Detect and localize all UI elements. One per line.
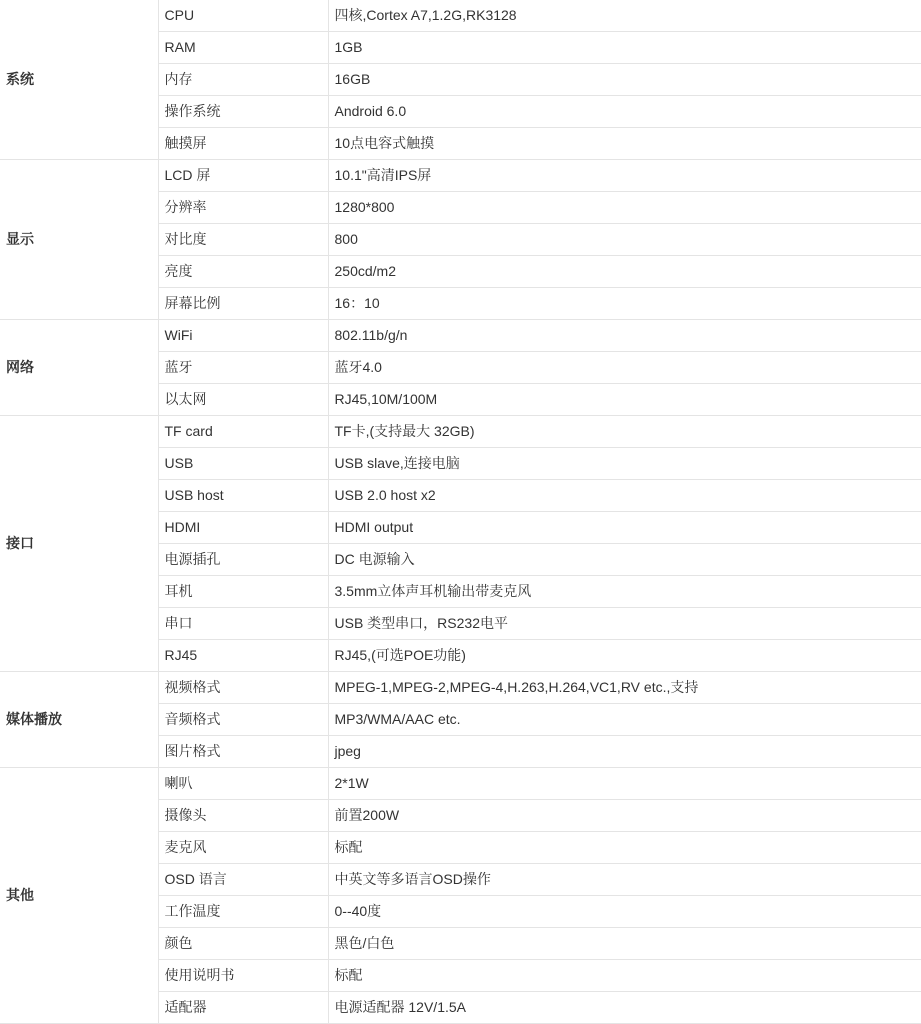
spec-item-label: RAM: [158, 32, 328, 64]
table-row: [0, 416, 921, 448]
spec-item-label: 视频格式: [158, 672, 328, 704]
spec-item-value: jpeg: [328, 736, 921, 768]
spec-item-label: 颜色: [158, 928, 328, 960]
spec-item-value: 四核,Cortex A7,1.2G,RK3128: [328, 0, 921, 32]
spec-item-value: 电源适配器 12V/1.5A: [328, 992, 921, 1024]
spec-item-value: RJ45,(可选POE功能): [328, 640, 921, 672]
spec-item-value: MPEG-1,MPEG-2,MPEG-4,H.263,H.264,VC1,RV etc.,支持: [328, 672, 921, 704]
spec-item-label: 图片格式: [158, 736, 328, 768]
spec-item-value: 10点电容式触摸: [328, 128, 921, 160]
spec-item-value: Android 6.0: [328, 96, 921, 128]
group-label: 接口: [0, 416, 158, 672]
spec-item-value: TF卡,(支持最大 32GB): [328, 416, 921, 448]
spec-item-label: 摄像头: [158, 800, 328, 832]
group-label: 系统: [0, 0, 158, 160]
spec-item-label: 触摸屏: [158, 128, 328, 160]
spec-item-label: TF card: [158, 416, 328, 448]
spec-item-value: 250cd/m2: [328, 256, 921, 288]
spec-item-value: 前置200W: [328, 800, 921, 832]
spec-item-label: 耳机: [158, 576, 328, 608]
spec-item-label: 麦克风: [158, 832, 328, 864]
spec-item-value: 中英文等多语言OSD操作: [328, 864, 921, 896]
spec-item-value: 802.11b/g/n: [328, 320, 921, 352]
spec-item-value: HDMI output: [328, 512, 921, 544]
spec-item-label: 对比度: [158, 224, 328, 256]
spec-item-label: 电源插孔: [158, 544, 328, 576]
group-label: 媒体播放: [0, 672, 158, 768]
spec-item-value: RJ45,10M/100M: [328, 384, 921, 416]
spec-item-value: USB slave,连接电脑: [328, 448, 921, 480]
spec-item-label: 适配器: [158, 992, 328, 1024]
spec-item-value: 1GB: [328, 32, 921, 64]
table-row: [0, 768, 921, 800]
table-row: [0, 672, 921, 704]
spec-item-value: 16GB: [328, 64, 921, 96]
group-label: 其他: [0, 768, 158, 1024]
spec-item-label: 屏幕比例: [158, 288, 328, 320]
spec-item-label: 使用说明书: [158, 960, 328, 992]
spec-item-value: USB 2.0 host x2: [328, 480, 921, 512]
spec-item-label: USB: [158, 448, 328, 480]
spec-item-label: CPU: [158, 0, 328, 32]
spec-item-label: 喇叭: [158, 768, 328, 800]
spec-item-label: 分辨率: [158, 192, 328, 224]
spec-item-label: WiFi: [158, 320, 328, 352]
group-label: 网络: [0, 320, 158, 416]
spec-item-value: 标配: [328, 832, 921, 864]
spec-item-value: 3.5mm立体声耳机输出带麦克风: [328, 576, 921, 608]
spec-item-label: RJ45: [158, 640, 328, 672]
spec-item-value: 蓝牙4.0: [328, 352, 921, 384]
spec-item-value: 黑色/白色: [328, 928, 921, 960]
spec-item-value: 10.1"高清IPS屏: [328, 160, 921, 192]
spec-item-value: 2*1W: [328, 768, 921, 800]
spec-item-label: 蓝牙: [158, 352, 328, 384]
spec-item-value: 800: [328, 224, 921, 256]
spec-item-label: HDMI: [158, 512, 328, 544]
spec-item-value: 标配: [328, 960, 921, 992]
spec-item-label: 串口: [158, 608, 328, 640]
spec-item-value: MP3/WMA/AAC etc.: [328, 704, 921, 736]
spec-item-label: USB host: [158, 480, 328, 512]
spec-item-label: 内存: [158, 64, 328, 96]
spec-item-label: 以太网: [158, 384, 328, 416]
group-label: 显示: [0, 160, 158, 320]
spec-item-label: 工作温度: [158, 896, 328, 928]
spec-item-value: 1280*800: [328, 192, 921, 224]
spec-item-value: 16：10: [328, 288, 921, 320]
spec-item-label: LCD 屏: [158, 160, 328, 192]
spec-item-value: USB 类型串口，RS232电平: [328, 608, 921, 640]
table-row: [0, 160, 921, 192]
spec-item-label: 亮度: [158, 256, 328, 288]
spec-item-value: DC 电源输入: [328, 544, 921, 576]
spec-item-label: OSD 语言: [158, 864, 328, 896]
spec-item-label: 音频格式: [158, 704, 328, 736]
table-row: [0, 320, 921, 352]
table-row: [0, 0, 921, 32]
spec-item-label: 操作系统: [158, 96, 328, 128]
spec-item-value: 0--40度: [328, 896, 921, 928]
